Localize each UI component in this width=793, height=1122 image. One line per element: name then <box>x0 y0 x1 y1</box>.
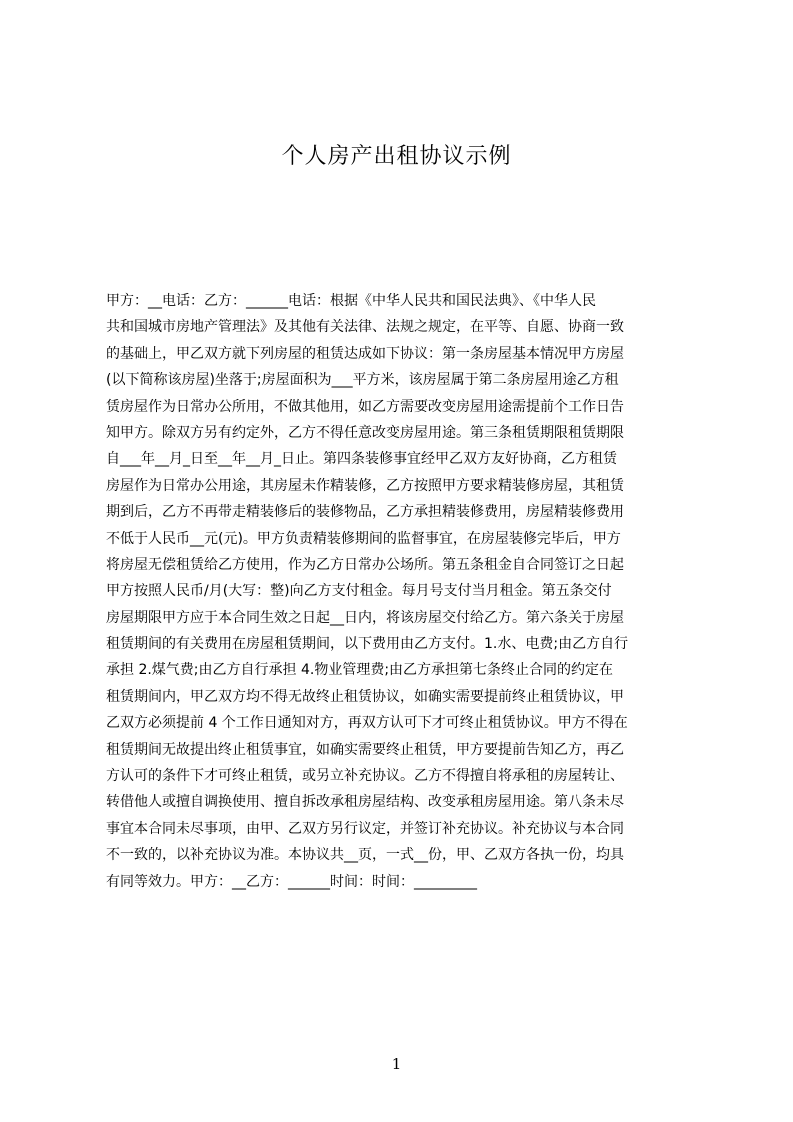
body-line: 甲方按照人民币/月(大写：整)向乙方支付租金。每月号支付当月租金。第五条交付 <box>106 583 612 600</box>
body-line: 将房屋无偿租赁给乙方使用，作为乙方日常办公场所。第五条租金自合同签订之日起 <box>106 556 624 573</box>
body-line: 甲方：__电话：乙方：______电话：根据《中华人民共和国民法典》、《中华人民 <box>106 293 596 309</box>
body-line: 转借他人或擅自调换使用、擅自拆改承租房屋结构、改变承租房屋用途。第八条未尽 <box>106 794 624 811</box>
body-line: 租赁期间的有关费用在房屋租赁期间，以下费用由乙方支付。1.水、电费;由乙方自行 <box>106 636 629 653</box>
body-line: 乙双方必须提前 4 个工作日通知对方，再双方认可下才可终止租赁协议。甲方不得在 <box>106 715 628 732</box>
body-line: 事宜本合同未尽事项，由甲、乙双方另行议定，并签订补充协议。补充协议与本合同 <box>106 820 624 837</box>
body-line: 房屋作为日常办公用途，其房屋未作精装修，乙方按照甲方要求精装修房屋，其租赁 <box>106 477 624 494</box>
body-line: 的基础上，甲乙双方就下列房屋的租赁达成如下协议：第一条房屋基本情况甲方房屋 <box>106 345 624 362</box>
body-line: 房屋期限甲方应于本合同生效之日起__日内，将该房屋交付给乙方。第六条关于房屋 <box>106 609 624 626</box>
body-line: 期到后，乙方不再带走精装修后的装修物品，乙方承担精装修费用，房屋精装修费用 <box>106 504 624 521</box>
document-title: 个人房产出租协议示例 <box>281 144 512 169</box>
agreement-body <box>106 288 698 908</box>
body-line: 有同等效力。甲方：__乙方：______时间：时间：_________ <box>106 873 477 890</box>
page-number: 1 <box>391 1055 402 1073</box>
body-line: 不一致的，以补充协议为准。本协议共__页，一式__份，甲、乙双方各执一份，均具 <box>106 847 624 864</box>
body-line: 自___年__月_日至__年__月_日止。第四条装修事宜经甲乙双方友好协商，乙方租赁 <box>106 451 617 468</box>
body-line: 方认可的条件下才可终止租赁，或另立补充协议。乙方不得擅自将承租的房屋转让、 <box>106 768 624 785</box>
body-line: 不低于人民币__元(元)。甲方负责精装修期间的监督事宜，在房屋装修完毕后，甲方 <box>106 530 621 547</box>
body-line: 共和国城市房地产管理法》及其他有关法律、法规之规定，在平等、自愿、协商一致 <box>106 319 624 336</box>
body-line: 租赁期间无故提出终止租赁事宜，如确实需要终止租赁，甲方要提前告知乙方，再乙 <box>106 741 624 758</box>
body-line: 承担 2.煤气费;由乙方自行承担 4.物业管理费;由乙方承担第七条终止合同的约定在 <box>106 662 614 679</box>
body-line: (以下简称该房屋)坐落于;房屋面积为___平方米，该房屋属于第二条房屋用途乙方租 <box>106 372 619 389</box>
body-line: 租赁期间内，甲乙双方均不得无故终止租赁协议，如确实需要提前终止租赁协议，甲 <box>106 688 624 705</box>
body-line: 知甲方。除双方另有约定外，乙方不得任意改变房屋用途。第三条租赁期限租赁期限 <box>106 424 624 441</box>
body-line: 赁房屋作为日常办公所用，不做其他用，如乙方需要改变房屋用途需提前个工作日告 <box>106 398 624 415</box>
